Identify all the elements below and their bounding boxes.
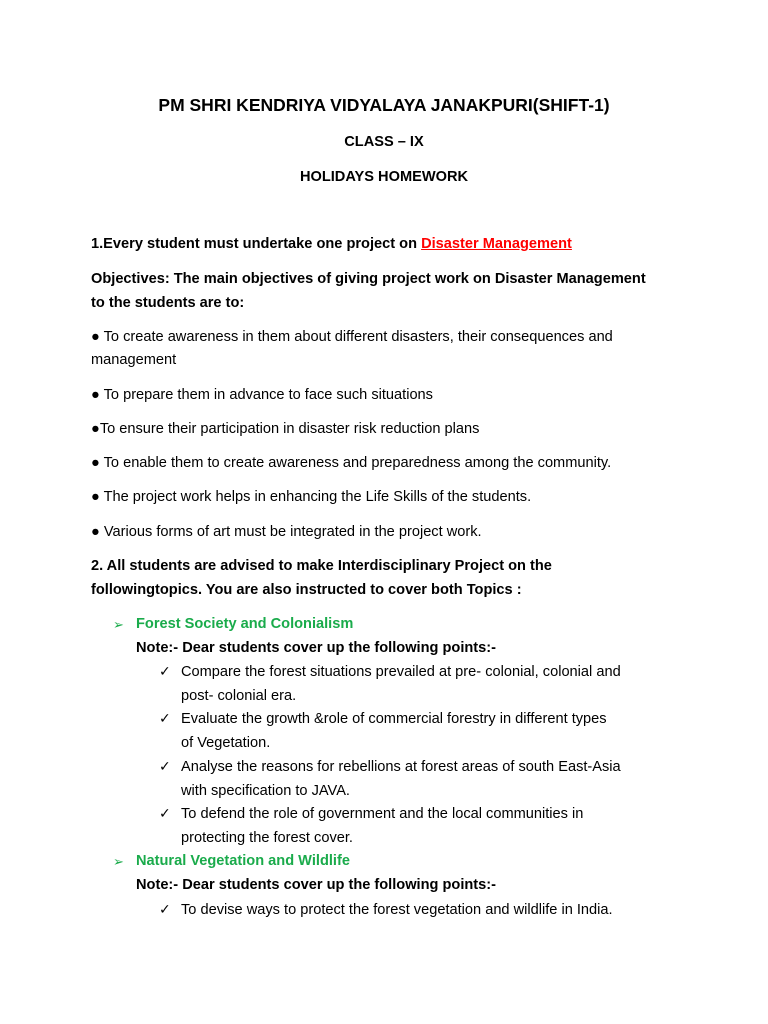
school-name: PM SHRI KENDRIYA VIDYALAYA JANAKPURI(SHIFT-1) bbox=[158, 95, 610, 115]
topic-2-title: Natural Vegetation and Wildlife bbox=[136, 853, 350, 869]
topic-1-point-3-line-2: with specification to JAVA. bbox=[181, 783, 350, 799]
topic-2-note: Note:- Dear students cover up the following points:- bbox=[136, 877, 496, 893]
section2-intro-line-1: 2. All students are advised to make Interdisciplinary Project on the bbox=[91, 558, 552, 574]
section1-intro bbox=[91, 237, 572, 252]
topic-1-point-2-line-2: of Vegetation. bbox=[181, 735, 271, 751]
checkmark-icon: ✓ bbox=[159, 710, 171, 726]
bullet-5: ● The project work helps in enhancing the Life Skills of the students. bbox=[91, 489, 532, 505]
topic-1-point-1-line-2: post- colonial era. bbox=[181, 688, 297, 704]
bullet-1-line-2: management bbox=[91, 352, 177, 368]
bullet-2: ● To prepare them in advance to face such situations bbox=[91, 387, 433, 403]
section2-intro-line-2: followingtopics. You are also instructed to cover both Topics : bbox=[91, 582, 522, 598]
section1-intro-text: 1.Every student must undertake one project on bbox=[91, 236, 422, 252]
topic-1-point-3-line-1: Analyse the reasons for rebellions at forest areas of south East-Asia bbox=[181, 759, 621, 775]
bullet-4: ● To enable them to create awareness and preparedness among the community. bbox=[91, 455, 612, 471]
checkmark-icon: ✓ bbox=[159, 663, 171, 679]
checkmark-icon: ✓ bbox=[159, 901, 171, 917]
bullet-3: ●To ensure their participation in disaster risk reduction plans bbox=[91, 421, 480, 437]
objectives-line-1: Objectives: The main objectives of giving project work on Disaster Management bbox=[91, 271, 646, 287]
topic-1-point-4-line-1: To defend the role of government and the local communities in bbox=[181, 806, 584, 822]
bullet-1-line-1: ● To create awareness in them about different disasters, their consequences and bbox=[91, 329, 613, 345]
objectives-line-2: to the students are to: bbox=[91, 295, 245, 311]
class-label: CLASS – IX bbox=[344, 134, 424, 150]
topic-1-note: Note:- Dear students cover up the following points:- bbox=[136, 640, 496, 656]
topic-2-point-1: To devise ways to protect the forest vegetation and wildlife in India. bbox=[181, 902, 613, 918]
topic-1-point-4-line-2: protecting the forest cover. bbox=[181, 830, 353, 846]
disaster-management-highlight: Disaster Management bbox=[421, 236, 572, 252]
topic-1-title: Forest Society and Colonialism bbox=[136, 616, 354, 632]
homework-title: HOLIDAYS HOMEWORK bbox=[299, 169, 469, 185]
arrow-bullet-icon: ➢ bbox=[113, 854, 124, 869]
topic-1-point-2-line-1: Evaluate the growth &role of commercial forestry in different types bbox=[181, 711, 607, 727]
arrow-bullet-icon: ➢ bbox=[113, 617, 124, 632]
checkmark-icon: ✓ bbox=[159, 758, 171, 774]
checkmark-icon: ✓ bbox=[159, 805, 171, 821]
topic-1-point-1-line-1: Compare the forest situations prevailed at pre- colonial, colonial and bbox=[181, 664, 621, 680]
bullet-6: ● Various forms of art must be integrated in the project work. bbox=[91, 524, 482, 540]
